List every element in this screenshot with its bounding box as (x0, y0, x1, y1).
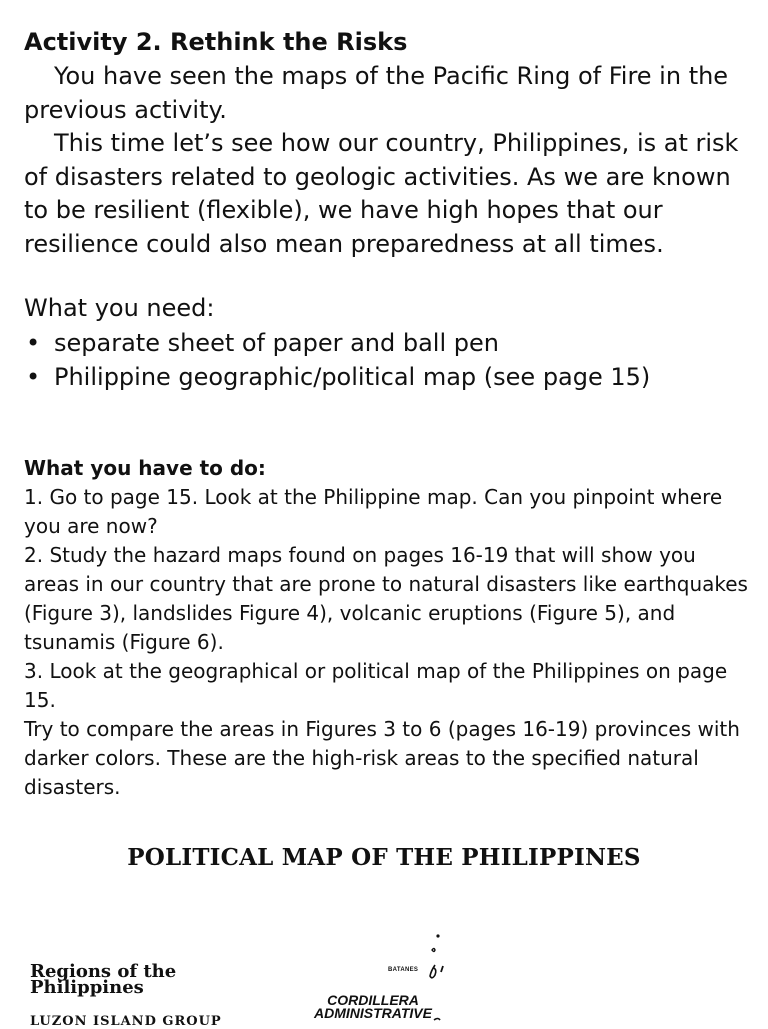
list-item-text: separate sheet of paper and ball pen (54, 329, 499, 357)
what-you-need-list (24, 326, 650, 394)
list-item (24, 326, 650, 360)
what-to-do-steps (24, 483, 748, 802)
map-legend-subtitle: LUZON ISLAND GROUP (30, 1014, 222, 1029)
intro-paragraph: You have seen the maps of the Pacific Ring of Fire in the previous activity. (24, 62, 729, 124)
political-map (0, 900, 768, 1029)
activity-title: Activity 2. Rethink the Risks (24, 28, 408, 56)
intro-text (24, 60, 748, 261)
island-shape (441, 966, 443, 972)
what-to-do-heading: What you have to do: (24, 456, 266, 480)
intro-paragraph: This time let’s see how our country, Philippines, is at risk of disasters related to geologic activities. As we are known to be resilient (flexible), we have high hopes that our resilience could also mean preparedness at all times. (24, 129, 739, 258)
island-shape (432, 949, 435, 952)
cordillera-region-label: CORDILLERA ADMINISTRATIVE (314, 992, 432, 1021)
list-item-text: Philippine geographic/political map (see page 15) (54, 363, 651, 391)
step-item: 1. Go to page 15. Look at the Philippine map. Can you pinpoint where you are now? (24, 485, 723, 538)
batanes-label: BATANES (388, 967, 419, 973)
bullet-icon: • (26, 363, 41, 391)
step-item: Try to compare the areas in Figures 3 to 6 (pages 16-19) provinces with darker colors. These are the high-risk areas to the specified natural disasters. (24, 717, 740, 799)
island-dot (436, 934, 439, 937)
map-title: POLITICAL MAP OF THE PHILIPPINES (127, 844, 641, 871)
bullet-icon: • (26, 329, 41, 357)
step-item: 3. Look at the geographical or political map of the Philippines on page 15. (24, 659, 728, 712)
what-you-need-heading: What you need: (24, 294, 215, 322)
list-item (24, 360, 650, 394)
step-item: 2. Study the hazard maps found on pages 16-19 that will show you areas in our country that are prone to natural disasters like earthquakes (Figure 3), landslides Figure 4), volcanic eruptions (Figure 5), and tsunamis (Figure 6). (24, 543, 748, 654)
island-shape (430, 965, 436, 978)
map-legend-title: Regions of the Philippines (30, 961, 177, 998)
